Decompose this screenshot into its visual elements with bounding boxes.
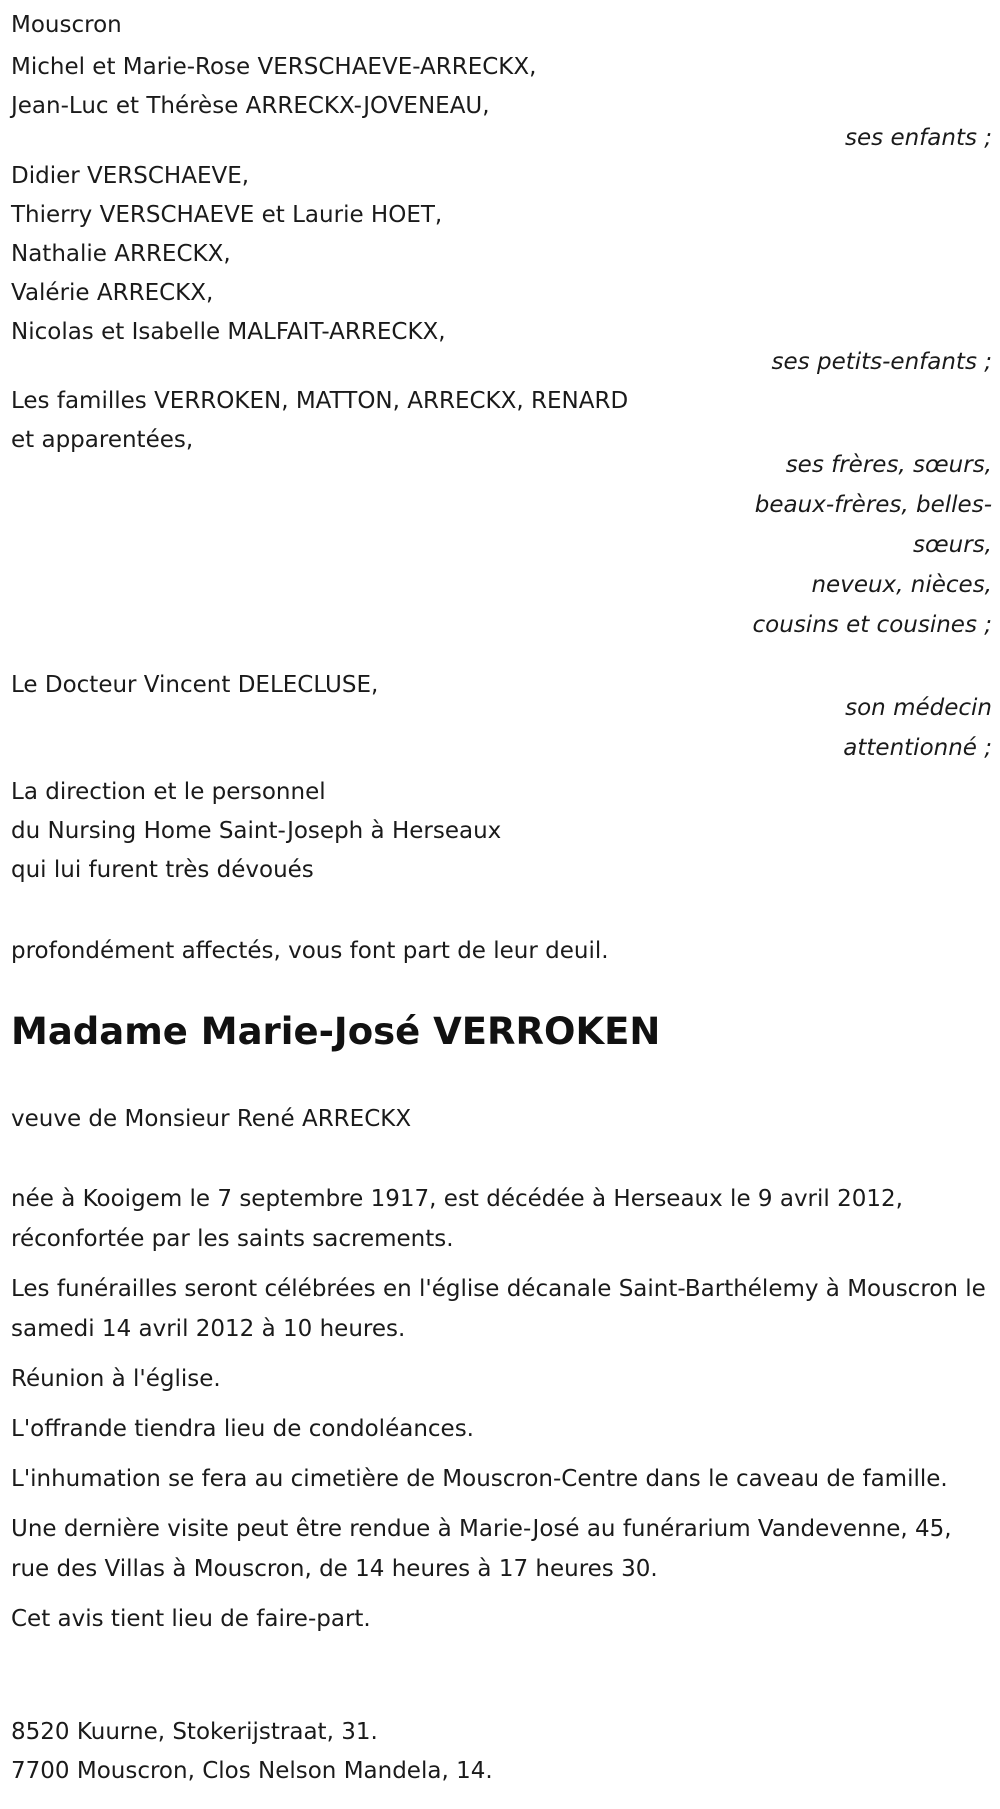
birth-death-paragraph: née à Kooigem le 7 septembre 1917, est décédée à Herseaux le 9 avril 2012, réconfortée par les saints sacrements. bbox=[11, 1186, 903, 1252]
address-line: 8520 Kuurne, Stokerijstraat, 31. bbox=[11, 1719, 378, 1745]
doctor-name: Le Docteur Vincent DELECLUSE, bbox=[11, 672, 379, 698]
notice-details bbox=[11, 1179, 996, 1639]
children-name-line: Michel et Marie-Rose VERSCHAEVE-ARRECKX, bbox=[11, 54, 537, 80]
addresses bbox=[11, 1713, 493, 1791]
children-role: ses enfants ; bbox=[845, 125, 992, 151]
grandchildren-name-line: Didier VERSCHAEVE, bbox=[11, 163, 250, 189]
widow-of: veuve de Monsieur René ARRECKX bbox=[11, 1106, 412, 1132]
nursing-home-line: qui lui furent très dévoués bbox=[11, 857, 314, 883]
families-role-line: beaux-frères, belles-sœurs, bbox=[754, 492, 992, 558]
grandchildren-name-line: Nathalie ARRECKX, bbox=[11, 241, 231, 267]
burial-paragraph: L'inhumation se fera au cimetière de Mouscron-Centre dans le caveau de famille. bbox=[11, 1466, 948, 1492]
nursing-home bbox=[11, 773, 501, 890]
grandchildren-names bbox=[11, 157, 446, 352]
families-role-line: neveux, nièces, bbox=[811, 572, 992, 598]
children-names bbox=[11, 48, 536, 126]
address-line: 7700 Mouscron, Clos Nelson Mandela, 14. bbox=[11, 1758, 493, 1784]
nursing-home-line: La direction et le personnel bbox=[11, 779, 326, 805]
families-name-line: et apparentées, bbox=[11, 427, 194, 453]
families-names bbox=[11, 382, 628, 460]
location: Mouscron bbox=[11, 12, 122, 38]
nursing-home-line: du Nursing Home Saint-Joseph à Herseaux bbox=[11, 818, 502, 844]
announcement: profondément affectés, vous font part de leur deuil. bbox=[11, 938, 609, 964]
families-role-line: cousins et cousines ; bbox=[752, 612, 992, 638]
funeral-paragraph: Les funérailles seront célébrées en l'église décanale Saint-Barthélemy à Mouscron le samedi 14 avril 2012 à 10 heures. bbox=[11, 1276, 986, 1342]
deceased-name: Madame Marie-José VERROKEN bbox=[11, 1010, 661, 1053]
offering-paragraph: L'offrande tiendra lieu de condoléances. bbox=[11, 1416, 474, 1442]
grandchildren-name-line: Thierry VERSCHAEVE et Laurie HOET, bbox=[11, 202, 443, 228]
visit-paragraph: Une dernière visite peut être rendue à Marie-José au funérarium Vandevenne, 45, rue des Villas à Mouscron, de 14 heures à 17 heures 30. bbox=[11, 1516, 952, 1582]
families-role bbox=[747, 445, 992, 645]
families-name-line: Les familles VERROKEN, MATTON, ARRECKX, RENARD bbox=[11, 388, 629, 414]
doctor-role: son médecin attentionné ; bbox=[843, 695, 992, 761]
children-name-line: Jean-Luc et Thérèse ARRECKX-JOVENEAU, bbox=[11, 93, 490, 119]
families-role-line: ses frères, sœurs, bbox=[785, 452, 992, 478]
meeting-paragraph: Réunion à l'église. bbox=[11, 1366, 221, 1392]
notice-paragraph: Cet avis tient lieu de faire-part. bbox=[11, 1606, 371, 1632]
grandchildren-role: ses petits-enfants ; bbox=[771, 349, 992, 375]
grandchildren-name-line: Valérie ARRECKX, bbox=[11, 280, 214, 306]
grandchildren-name-line: Nicolas et Isabelle MALFAIT-ARRECKX, bbox=[11, 319, 446, 345]
